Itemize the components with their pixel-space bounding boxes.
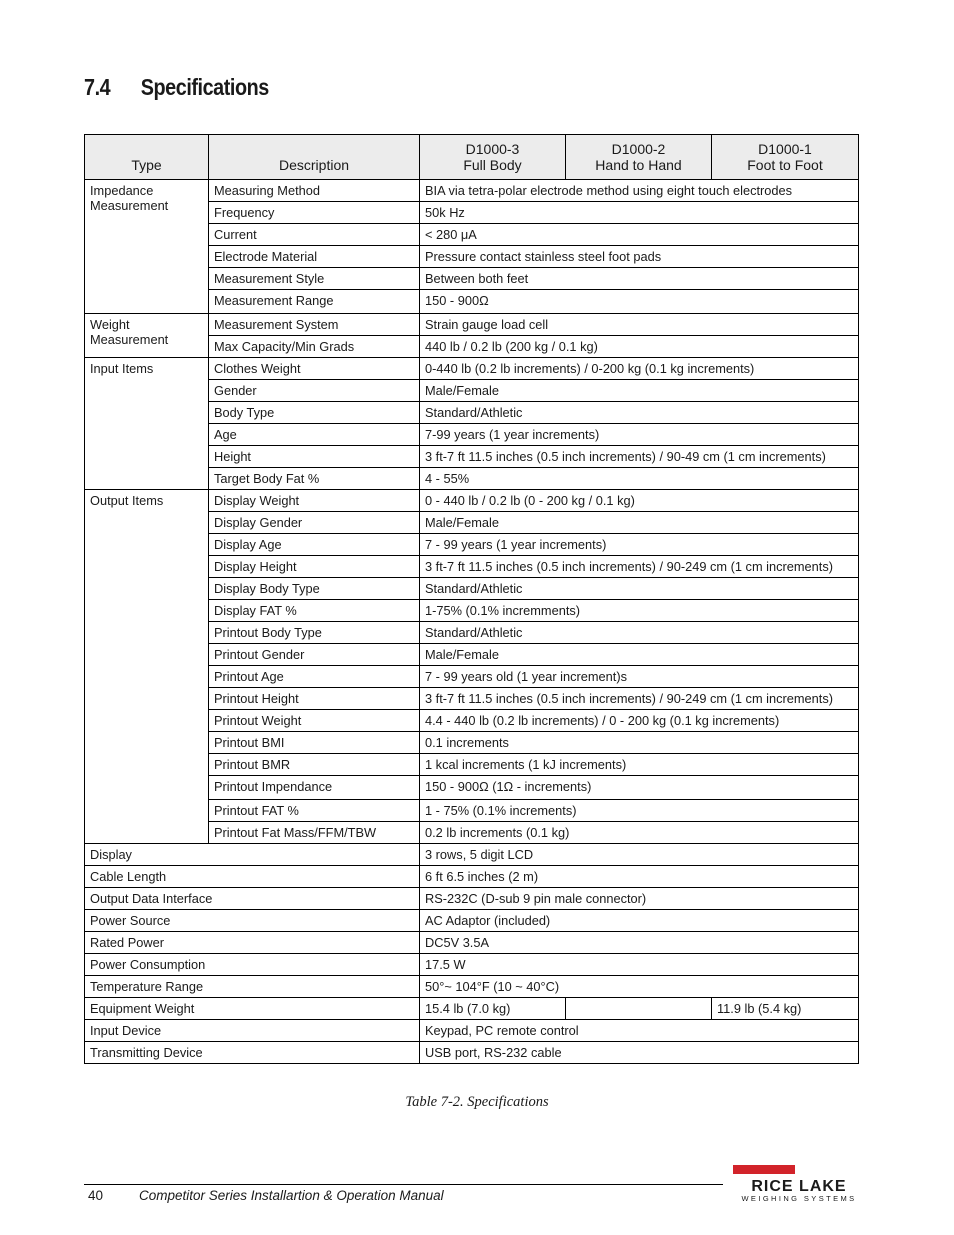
value-cell: 150 - 900Ω — [420, 290, 859, 314]
label-cell: Power Source — [85, 910, 420, 932]
value-cell: Strain gauge load cell — [420, 314, 859, 336]
table-header-row — [85, 135, 859, 180]
description-cell: Printout Body Type — [209, 622, 420, 644]
description-cell: Measurement Range — [209, 290, 420, 314]
table-row — [85, 1020, 859, 1042]
value-cell: 4 - 55% — [420, 468, 859, 490]
value-cell: 50°~ 104°F (10 ~ 40°C) — [420, 976, 859, 998]
section-title: Specifications — [140, 74, 269, 100]
value-cell: 1 - 75% (0.1% increments) — [420, 800, 859, 822]
label-cell: Output Data Interface — [85, 888, 420, 910]
table-row — [85, 932, 859, 954]
value-cell: BIA via tetra-polar electrode method using eight touch electrodes — [420, 180, 859, 202]
value-cell: 6 ft 6.5 inches (2 m) — [420, 866, 859, 888]
value-cell-d1000-2 — [566, 998, 712, 1020]
label-cell: Rated Power — [85, 932, 420, 954]
value-cell: 0 - 440 lb / 0.2 lb (0 - 200 kg / 0.1 kg) — [420, 490, 859, 512]
description-cell: Max Capacity/Min Grads — [209, 336, 420, 358]
value-cell: USB port, RS-232 cable — [420, 1042, 859, 1064]
table-row — [85, 1042, 859, 1064]
value-cell: Standard/Athletic — [420, 578, 859, 600]
value-cell: Male/Female — [420, 512, 859, 534]
value-cell: Between both feet — [420, 268, 859, 290]
value-cell: DC5V 3.5A — [420, 932, 859, 954]
description-cell: Printout Gender — [209, 644, 420, 666]
value-cell: Male/Female — [420, 380, 859, 402]
description-cell: Printout Age — [209, 666, 420, 688]
type-cell: Weight Measurement — [85, 314, 209, 358]
value-cell: 0.1 increments — [420, 732, 859, 754]
description-cell: Height — [209, 446, 420, 468]
manual-title: Competitor Series Installartion & Operation Manual — [139, 1188, 444, 1203]
description-cell: Measuring Method — [209, 180, 420, 202]
description-cell: Measurement Style — [209, 268, 420, 290]
value-cell: 150 - 900Ω (1Ω - increments) — [420, 776, 859, 800]
value-cell: RS-232C (D-sub 9 pin male connector) — [420, 888, 859, 910]
specifications-table — [84, 134, 859, 1064]
value-cell: 3 rows, 5 digit LCD — [420, 844, 859, 866]
logo-wordmark: RICE LAKE — [751, 1178, 847, 1195]
value-cell: Pressure contact stainless steel foot pads — [420, 246, 859, 268]
header-type: Type — [85, 135, 209, 180]
description-cell: Clothes Weight — [209, 358, 420, 380]
description-cell: Printout Impendance — [209, 776, 420, 800]
label-cell: Display — [85, 844, 420, 866]
description-cell: Display Body Type — [209, 578, 420, 600]
table-row — [85, 314, 859, 336]
header-d1000-1: D1000-1 Foot to Foot — [712, 135, 859, 180]
value-cell: 3 ft-7 ft 11.5 inches (0.5 inch increments) / 90-249 cm (1 cm increments) — [420, 556, 859, 578]
table-body — [85, 180, 859, 1064]
label-cell: Temperature Range — [85, 976, 420, 998]
value-cell: Standard/Athletic — [420, 402, 859, 424]
description-cell: Measurement System — [209, 314, 420, 336]
description-cell: Display Gender — [209, 512, 420, 534]
description-cell: Display Age — [209, 534, 420, 556]
description-cell: Printout BMR — [209, 754, 420, 776]
table-caption: Table 7-2. Specifications — [405, 1094, 549, 1110]
table-row — [85, 866, 859, 888]
rice-lake-logo — [730, 1165, 868, 1203]
header-d1000-2: D1000-2 Hand to Hand — [566, 135, 712, 180]
section-number: 7.4 — [84, 74, 111, 100]
value-cell-d1000-3: 15.4 lb (7.0 kg) — [420, 998, 566, 1020]
value-cell: 7 - 99 years (1 year increments) — [420, 534, 859, 556]
value-cell: 1-75% (0.1% incremments) — [420, 600, 859, 622]
header-description: Description — [209, 135, 420, 180]
table-row — [85, 998, 859, 1020]
value-cell: 7 - 99 years old (1 year increment)s — [420, 666, 859, 688]
description-cell: Target Body Fat % — [209, 468, 420, 490]
table-row — [85, 844, 859, 866]
label-cell: Input Device — [85, 1020, 420, 1042]
value-cell-d1000-1: 11.9 lb (5.4 kg) — [712, 998, 859, 1020]
table-row — [85, 954, 859, 976]
value-cell: Male/Female — [420, 644, 859, 666]
value-cell: 50k Hz — [420, 202, 859, 224]
description-cell: Current — [209, 224, 420, 246]
description-cell: Body Type — [209, 402, 420, 424]
description-cell: Gender — [209, 380, 420, 402]
value-cell: AC Adaptor (included) — [420, 910, 859, 932]
description-cell: Frequency — [209, 202, 420, 224]
value-cell: 7-99 years (1 year increments) — [420, 424, 859, 446]
value-cell: 440 lb / 0.2 lb (200 kg / 0.1 kg) — [420, 336, 859, 358]
description-cell: Printout Fat Mass/FFM/TBW — [209, 822, 420, 844]
value-cell: 4.4 - 440 lb (0.2 lb increments) / 0 - 200 kg (0.1 kg increments) — [420, 710, 859, 732]
section-heading — [84, 74, 269, 101]
description-cell: Display FAT % — [209, 600, 420, 622]
value-cell: 3 ft-7 ft 11.5 inches (0.5 inch increments) / 90-49 cm (1 cm increments) — [420, 446, 859, 468]
description-cell: Printout Height — [209, 688, 420, 710]
label-cell: Equipment Weight — [85, 998, 420, 1020]
label-cell: Power Consumption — [85, 954, 420, 976]
description-cell: Printout FAT % — [209, 800, 420, 822]
description-cell: Display Weight — [209, 490, 420, 512]
value-cell: 3 ft-7 ft 11.5 inches (0.5 inch increments) / 90-249 cm (1 cm increments) — [420, 688, 859, 710]
label-cell: Cable Length — [85, 866, 420, 888]
description-cell: Age — [209, 424, 420, 446]
label-cell: Transmitting Device — [85, 1042, 420, 1064]
value-cell: Keypad, PC remote control — [420, 1020, 859, 1042]
type-cell: Input Items — [85, 358, 209, 490]
description-cell: Electrode Material — [209, 246, 420, 268]
page-number: 40 — [88, 1188, 104, 1203]
description-cell: Printout Weight — [209, 710, 420, 732]
value-cell: 17.5 W — [420, 954, 859, 976]
value-cell: < 280 μA — [420, 224, 859, 246]
table-row — [85, 888, 859, 910]
value-cell: 1 kcal increments (1 kJ increments) — [420, 754, 859, 776]
logo-tagline: WEIGHING SYSTEMS — [741, 1194, 857, 1203]
table-row — [85, 490, 859, 512]
value-cell: 0.2 lb increments (0.1 kg) — [420, 822, 859, 844]
table-row — [85, 976, 859, 998]
table-row — [85, 910, 859, 932]
type-cell: Impedance Measurement — [85, 180, 209, 314]
description-cell: Display Height — [209, 556, 420, 578]
value-cell: 0-440 lb (0.2 lb increments) / 0-200 kg (0.1 kg increments) — [420, 358, 859, 380]
type-cell: Output Items — [85, 490, 209, 844]
value-cell: Standard/Athletic — [420, 622, 859, 644]
footer-rule — [84, 1184, 723, 1185]
table-row — [85, 358, 859, 380]
description-cell: Printout BMI — [209, 732, 420, 754]
table-row — [85, 180, 859, 202]
header-d1000-3: D1000-3 Full Body — [420, 135, 566, 180]
